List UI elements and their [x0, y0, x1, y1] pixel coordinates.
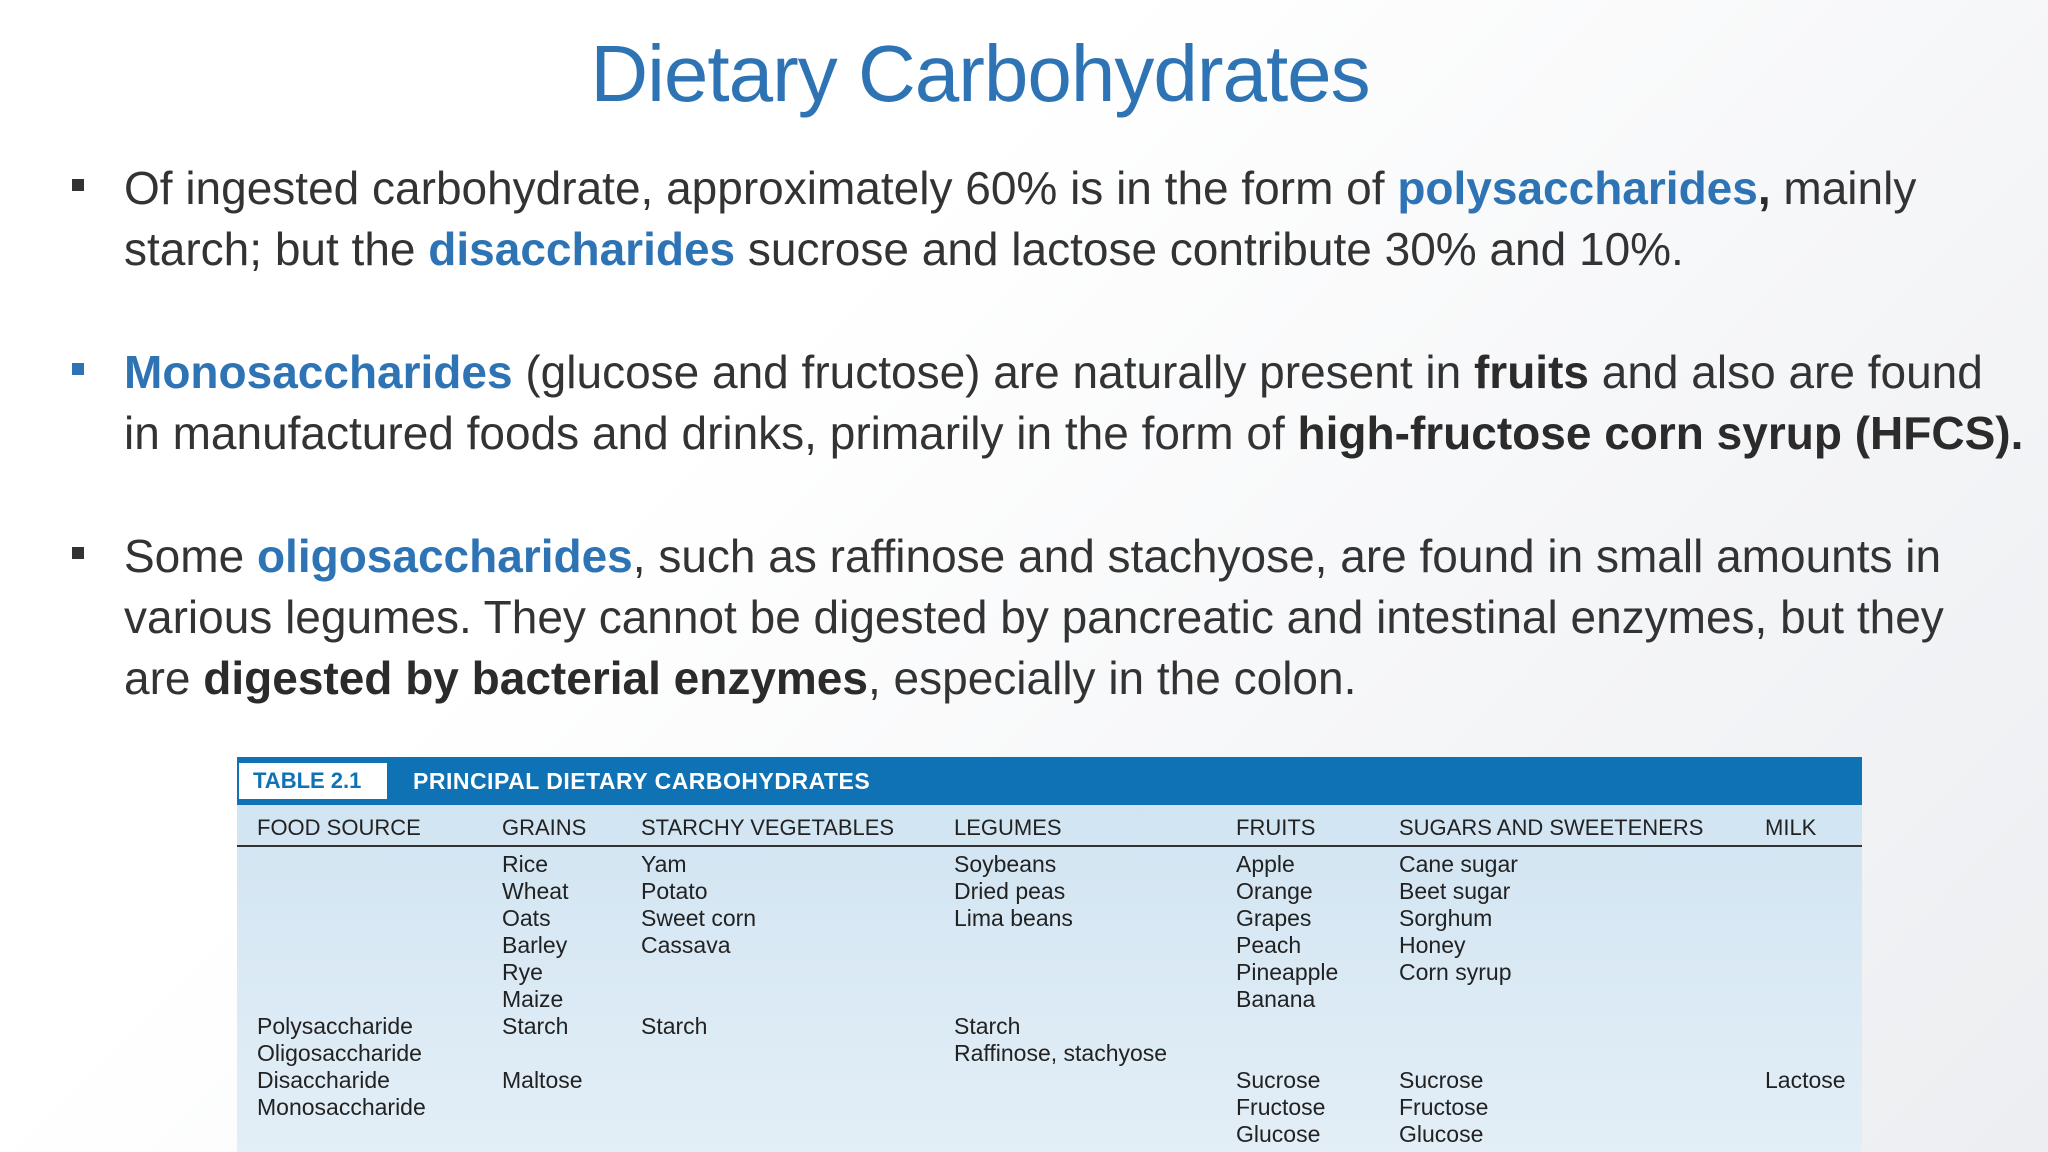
table-cell: Maize	[502, 986, 564, 1012]
bullet-line: various legumes. They cannot be digested by pancreatic and intestinal enzymes, but they	[124, 591, 1944, 643]
column-header-sugars: SUGARS AND SWEETENERS	[1399, 815, 1704, 840]
bullet-line	[124, 158, 2030, 219]
carbohydrates-table	[237, 757, 1862, 1152]
table-cell: Sorghum	[1399, 905, 1493, 931]
bullet-list	[70, 158, 2030, 771]
table-cell: Fructose	[1236, 1094, 1326, 1120]
table-cell: Glucose	[1399, 1121, 1484, 1147]
table-cell: Cassava	[641, 932, 731, 958]
table-cell: Starch	[954, 1013, 1021, 1039]
table-cell: Beet sugar	[1399, 878, 1511, 904]
table-number: TABLE 2.1	[237, 761, 389, 801]
text-run: are	[124, 652, 204, 704]
bullet-item	[70, 526, 2030, 709]
row-label-disaccharide: Disaccharide	[257, 1067, 390, 1093]
header-rule	[237, 845, 1862, 847]
table-cell: Starch	[641, 1013, 708, 1039]
table-cell: Soybeans	[954, 851, 1057, 877]
text-run: , especially in the colon.	[867, 652, 1357, 704]
table-cell: Orange	[1236, 878, 1313, 904]
bullet-line	[124, 526, 2030, 587]
table-cell: Pineapple	[1236, 959, 1339, 985]
text-run: starch; but the	[124, 223, 429, 275]
table-cell: Lima beans	[954, 905, 1073, 931]
table-cell: Dried peas	[954, 878, 1066, 904]
table-cell: Glucose	[1236, 1121, 1321, 1147]
table-cell: Rye	[502, 959, 543, 985]
table-cell: Yam	[641, 851, 687, 877]
table-cell: Oats	[502, 905, 551, 931]
table-header-bar	[237, 757, 1862, 805]
row-label-oligosaccharide: Oligosaccharide	[257, 1040, 422, 1066]
table-cell: Peach	[1236, 932, 1302, 958]
term-monosaccharides: Monosaccharides	[124, 346, 513, 398]
square-bullet-icon	[72, 547, 84, 559]
table-cell: Rice	[502, 851, 549, 877]
table-cell: Sucrose	[1236, 1067, 1321, 1093]
slide-title: Dietary Carbohydrates	[590, 29, 1370, 118]
table-cell: Sweet corn	[641, 905, 757, 931]
text-run: mainly	[1770, 162, 1917, 214]
term-fruits: fruits	[1473, 346, 1589, 398]
table-cell: Starch	[502, 1013, 569, 1039]
text-run: (glucose and fructose) are naturally present in	[512, 346, 1474, 398]
table-cell: Barley	[502, 932, 568, 958]
term-disaccharides: disaccharides	[428, 223, 736, 275]
table-cell: Corn syrup	[1399, 959, 1512, 985]
bullet-line	[124, 648, 2030, 709]
table-cell: Grapes	[1236, 905, 1312, 931]
table-cell: Honey	[1399, 932, 1466, 958]
column-header-legumes: LEGUMES	[954, 815, 1062, 840]
text-run: and also are found	[1588, 346, 1983, 398]
table-cell: Potato	[641, 878, 708, 904]
bullet-item	[70, 158, 2030, 280]
text-run: ,	[1757, 162, 1771, 214]
square-bullet-icon	[72, 179, 84, 191]
table-cell: Raffinose, stachyose	[954, 1040, 1168, 1066]
text-run: sucrose and lactose contribute 30% and 10%.	[735, 223, 1684, 275]
text-run: , such as raffinose and stachyose, are found in small amounts in	[632, 530, 1942, 582]
term-bacterial-enzymes: digested by bacterial enzymes	[203, 652, 868, 704]
table-cell: Fructose	[1399, 1094, 1489, 1120]
column-header-grains: GRAINS	[502, 815, 587, 840]
term-oligosaccharides: oligosaccharides	[256, 530, 633, 582]
table-cell: Wheat	[502, 878, 569, 904]
table-caption: PRINCIPAL DIETARY CARBOHYDRATES	[413, 768, 871, 794]
text-run: Of ingested carbohydrate, approximately 60% is in the form of	[124, 162, 1398, 214]
column-header-food-source: FOOD SOURCE	[257, 815, 421, 840]
row-label-monosaccharide: Monosaccharide	[257, 1094, 426, 1120]
table-cell: Banana	[1236, 986, 1316, 1012]
bullet-line	[124, 403, 2030, 464]
bullet-line	[124, 219, 2030, 280]
term-hfcs: high-fructose corn syrup (HFCS).	[1297, 407, 2024, 459]
table-cell: Cane sugar	[1399, 851, 1518, 877]
column-header-milk: MILK	[1765, 815, 1817, 840]
column-header-fruits: FRUITS	[1236, 815, 1316, 840]
table-cell: Sucrose	[1399, 1067, 1484, 1093]
square-bullet-icon	[72, 363, 84, 375]
bullet-line	[124, 342, 2030, 403]
term-polysaccharides: polysaccharides	[1397, 162, 1758, 214]
row-label-polysaccharide: Polysaccharide	[257, 1013, 413, 1039]
text-run: in manufactured foods and drinks, primarily in the form of	[124, 407, 1298, 459]
table-cell: Lactose	[1765, 1067, 1846, 1093]
column-header-starchy-vegetables: STARCHY VEGETABLES	[641, 815, 895, 840]
text-run: Some	[124, 530, 257, 582]
table-cell: Maltose	[502, 1067, 583, 1093]
bullet-item	[70, 342, 2030, 464]
table-cell: Apple	[1236, 851, 1295, 877]
